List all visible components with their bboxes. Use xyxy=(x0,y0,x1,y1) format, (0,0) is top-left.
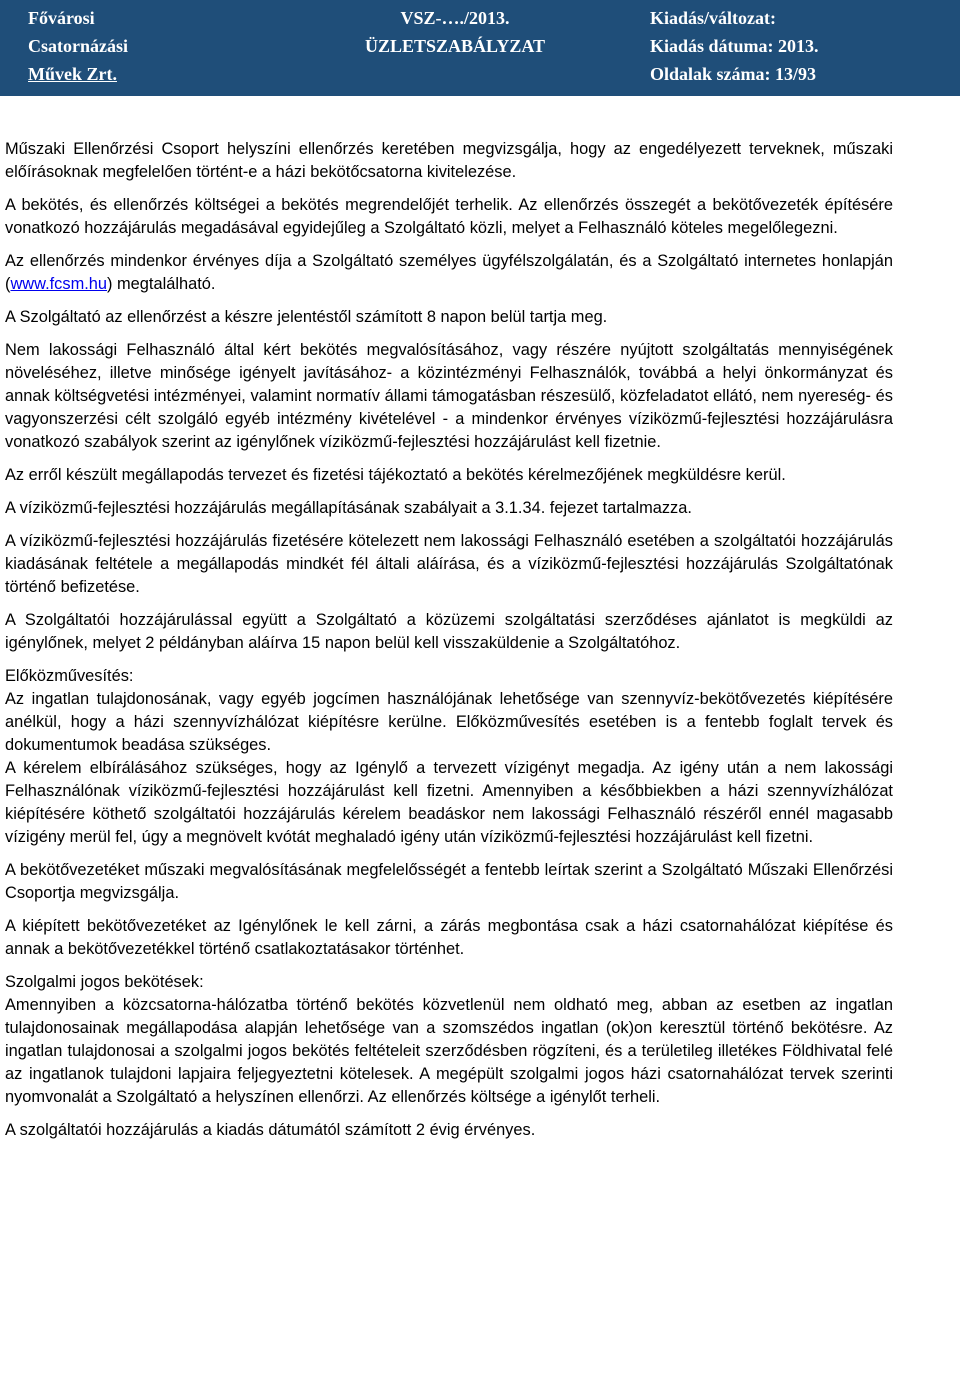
section-heading: Szolgalmi jogos bekötések: xyxy=(5,973,204,991)
paragraph: A bekötés, és ellenőrzés költségei a bekötés megrendelőjét terhelik. Az ellenőrzés összegét a bekötővezeték építésére vonatkozó hozzájárulás megadásával egyidejűleg a Szolgáltató közli, melyet a Felhasználó köteles megelőlegezni. xyxy=(5,196,893,237)
paragraph: Nem lakossági Felhasználó által kért bekötés megvalósításához, vagy részére nyújtott szolgáltatás mennyiségének növeléséhez, illetve minősége igényelt javításához- a közintézményi Felhasználók, továbbá a helyi önkormányzat és annak költségvetési intézményei, valamint normatív állami támogatásban részesülő, közfeladatot ellátó, nem nyereség- és vagyonszerzési célt szolgáló egyéb intézmény kivételével - a mindenkor érvényes víziközmű-fejlesztési hozzájárulásra vonatkozó szabályok szerint az igénylőnek víziközmű-fejlesztési hozzájárulást kell fizetnie. xyxy=(5,341,893,451)
paragraph: Műszaki Ellenőrzési Csoport helyszíni ellenőrzés keretében megvizsgálja, hogy az engedélyezett terveknek, műszaki előírásoknak megfelelően történt-e a házi bekötőcsatorna kivitelezése. xyxy=(5,140,893,181)
paragraph: A bekötővezetéket műszaki megvalósításának megfelelősségét a fentebb leírtak szerint a Szolgáltató Műszaki Ellenőrzési Csoportja megvizsgálja. xyxy=(5,861,893,902)
paragraph: A víziközmű-fejlesztési hozzájárulás fizetésére kötelezett nem lakossági Felhasználó esetében a szolgáltatói hozzájárulás kiadásának feltétele a megállapodás mindkét fél általi aláírása, és a víziközmű-fejlesztési hozzájárulás Szolgáltatónak történő befizetése. xyxy=(5,532,893,596)
section-heading: Előközművesítés: xyxy=(5,667,134,685)
paragraph: A Szolgáltatói hozzájárulással együtt a Szolgáltató a közüzemi szolgáltatási szerződéses ajánlatot is megküldi az igénylőnek, melyet 2 példányban aláírva 15 napon belül kell visszaküldenie a Szolgáltatóhoz. xyxy=(5,611,893,652)
document-number: VSZ-…./2013. xyxy=(400,8,510,28)
document-meta xyxy=(650,4,950,88)
paragraph-suffix: ) megtalálható. xyxy=(107,275,216,293)
company-line-2: Csatornázási xyxy=(28,36,128,56)
paragraph: A víziközmű-fejlesztési hozzájárulás megállapításának szabályait a 3.1.34. fejezet tartalmazza. xyxy=(5,499,692,517)
paragraph: A kiépített bekötővezetéket az Igénylőnek le kell zárni, a zárás megbontása csak a házi csatornahálózat kiépítése és annak a bekötővezetékkel történő csatlakoztatásakor történhet. xyxy=(5,917,893,958)
document-header xyxy=(0,0,960,96)
company-name xyxy=(28,4,178,88)
paragraph: Az ingatlan tulajdonosának, vagy egyéb jogcímen használójának lehetősége van szennyvíz-bekötővezetés kiépítésére anélkül, hogy a házi szennyvízhálózat kiépítésre kerülne. Előközművesítés esetében is a fentebb foglalt tervek és dokumentumok beadása szükséges. xyxy=(5,690,893,754)
document-title: ÜZLETSZABÁLYZAT xyxy=(364,36,546,56)
company-line-1: Fővárosi xyxy=(28,8,95,28)
document-body xyxy=(5,138,893,1152)
paragraph-with-link xyxy=(5,250,893,296)
edition-label: Kiadás/változat: xyxy=(650,8,776,28)
paragraph: A szolgáltatói hozzájárulás a kiadás dátumától számított 2 évig érvényes. xyxy=(5,1121,536,1139)
paragraph: Az erről készült megállapodás tervezet és fizetési tájékoztató a bekötés kérelmezőjének megküldésre kerül. xyxy=(5,466,786,484)
paragraph: A Szolgáltató az ellenőrzést a készre jelentéstől számított 8 napon belül tartja meg. xyxy=(5,308,608,326)
company-line-3: Művek Zrt. xyxy=(28,64,117,84)
paragraph: A kérelem elbírálásához szükséges, hogy az Igénylő a tervezett vízigényt megadja. Az igény után a nem lakossági Felhasználónak víziközmű-fejlesztési hozzájárulást kell fizetni. Amennyiben a későbbiekben a házi szennyvízhálózat kiépítésére köthető szolgáltatói hozzájárulás kérelem beadáskor nem lakossági Felhasználó részéről ennél magasabb vízigény merül fel, úgy a megnövelt kvótát meghaladó igény után víziközmű-fejlesztési hozzájárulást kell fizetni. xyxy=(5,759,893,846)
website-link[interactable]: www.fcsm.hu xyxy=(10,275,108,293)
page-count: Oldalak száma: 13/93 xyxy=(650,64,817,84)
paragraph: Amennyiben a közcsatorna-hálózatba történő bekötés közvetlenül nem oldható meg, abban az esetben az ingatlan tulajdonosainak megállapodása alapján lehetősége van a szomszédos ingatlan (ok)on keresztül történő bekötésre. Az ingatlan tulajdonosai a szolgalmi jogos bekötés feltételeit szerződésben rögzíteni, és a területileg illetékes Földhivatal felé az ingatlanok tulajdoni lapjaira feljegyeztetni kötelesek. A megépült szolgalmi jogos házi csatornahálózat tervek szerinti nyomvonalát a Szolgáltató a helyszínen ellenőrzi. Az ellenőrzés költsége a igénylőt terheli. xyxy=(5,996,893,1106)
document-id xyxy=(355,4,555,60)
edition-date: Kiadás dátuma: 2013. xyxy=(650,36,819,56)
paragraph-text: Az ellenőrzés mindenkor érvényes díja a Szolgáltató személyes ügyfélszolgálatán, és a Szolgáltató internetes honlapján ( xyxy=(5,252,893,293)
